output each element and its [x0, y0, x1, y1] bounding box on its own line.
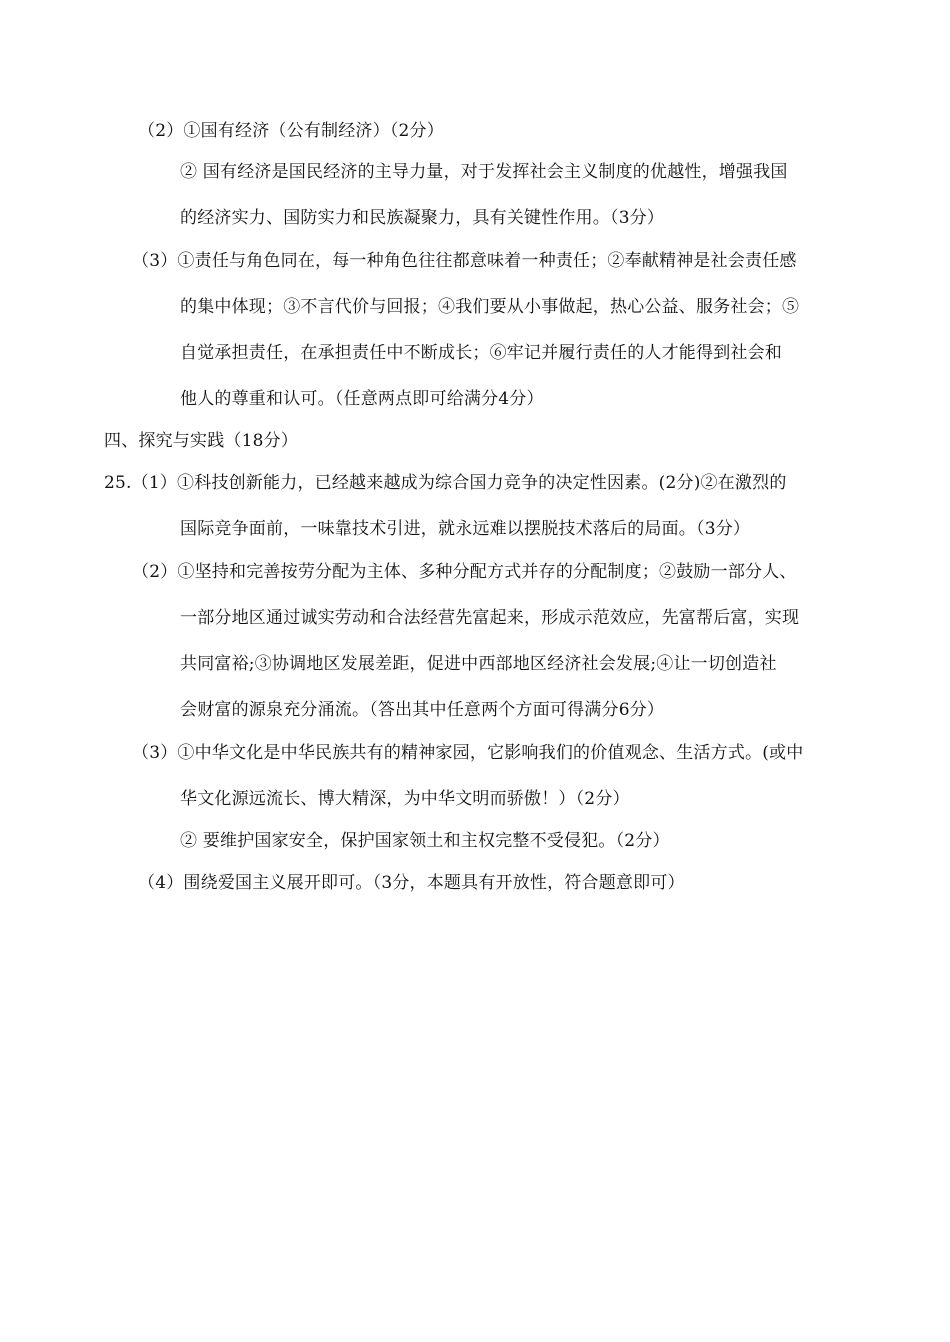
- answer-line-24-3-cont-1: 的集中体现；③不言代价与回报；④我们要从小事做起，热心公益、服务社会；⑤: [180, 297, 800, 317]
- answer-line-25-3-heading: （3）①中华文化是中华民族共有的精神家园，它影响我们的价值观念、生活方式。(或中: [132, 743, 804, 763]
- answer-line-24-2-heading: （2）①国有经济（公有制经济）（2分）: [138, 121, 444, 141]
- answer-line-25-2-cont-2: 共同富裕;③协调地区发展差距，促进中西部地区经济社会发展;④让一切创造社: [180, 654, 777, 674]
- answer-line-24-2-point-2: ② 国有经济是国民经济的主导力量，对于发挥社会主义制度的优越性，增强我国: [180, 162, 788, 182]
- answer-line-25-3-point-2: ② 要维护国家安全，保护国家领土和主权完整不受侵犯。（2分）: [180, 831, 670, 851]
- answer-line-25-2-cont-1: 一部分地区通过诚实劳动和合法经营先富起来，形成示范效应，先富帮后富，实现: [180, 608, 800, 628]
- answer-line-25-4-heading: （4）围绕爱国主义展开即可。（3分，本题具有开放性，符合题意即可）: [138, 873, 685, 893]
- answer-line-25-2-heading: （2）①坚持和完善按劳分配为主体、多种分配方式并存的分配制度；②鼓励一部分人、: [132, 562, 797, 582]
- answer-line-24-2-point-2-cont: 的经济实力、国防实力和民族凝聚力，具有关键性作用。（3分）: [180, 208, 665, 228]
- answer-line-25-2-cont-3: 会财富的源泉充分涌流。（答出其中任意两个方面可得满分6分）: [180, 700, 665, 720]
- answer-line-24-3-cont-3: 他人的尊重和认可。（任意两点即可给满分4分）: [180, 389, 544, 409]
- answer-line-24-3-heading: （3）①责任与角色同在，每一种角色往往都意味着一种责任；②奉献精神是社会责任感: [132, 251, 797, 271]
- answer-line-25-3-cont: 华文化源远流长、博大精深，为中华文明而骄傲！）（2分）: [180, 789, 630, 809]
- section-heading-4: 四、探究与实践（18分）: [104, 431, 299, 451]
- answer-line-25-1-heading: 25.（1）①科技创新能力，已经越来越成为综合国力竞争的决定性因素。(2分)②在激烈的: [104, 473, 787, 493]
- answer-line-25-1-cont: 国际竞争面前，一味靠技术引进，就永远难以摆脱技术落后的局面。（3分）: [180, 519, 751, 539]
- answer-line-24-3-cont-2: 自觉承担责任，在承担责任中不断成长；⑥牢记并履行责任的人才能得到社会和: [180, 343, 782, 363]
